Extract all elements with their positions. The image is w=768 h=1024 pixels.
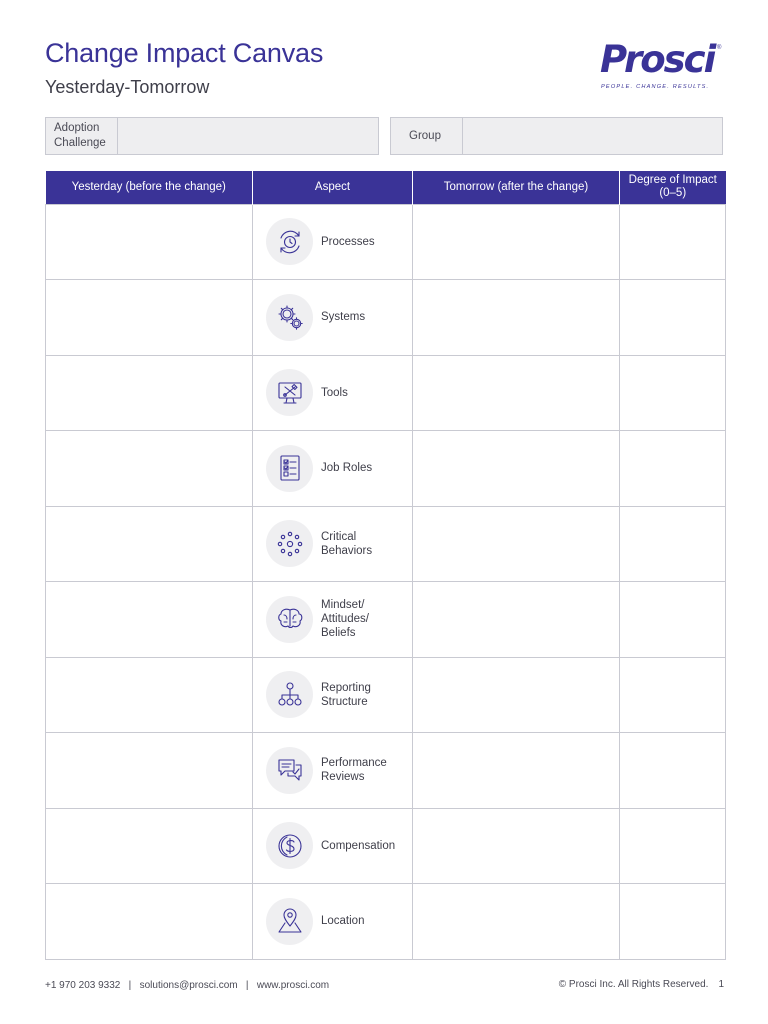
yesterday-cell-tools[interactable] (46, 355, 253, 431)
footer-copyright-block (559, 979, 724, 990)
tomorrow-cell-location[interactable] (413, 884, 620, 960)
aspect-cell-tools (253, 355, 413, 431)
group-field (390, 117, 723, 155)
change-impact-table (45, 171, 726, 960)
aspect-cell-job-roles (253, 431, 413, 507)
page-number: 1 (718, 979, 724, 990)
table-row (46, 582, 726, 658)
checklist-icon (266, 445, 313, 492)
monitor-tools-icon (266, 369, 313, 416)
table-row (46, 657, 726, 733)
impact-cell-compensation[interactable] (620, 808, 726, 884)
tomorrow-cell-critical-behaviors[interactable] (413, 506, 620, 582)
yesterday-cell-reporting-structure[interactable] (46, 657, 253, 733)
prosci-logo (598, 38, 726, 96)
dollar-icon (266, 822, 313, 869)
yesterday-cell-critical-behaviors[interactable] (46, 506, 253, 582)
impact-cell-reporting-structure[interactable] (620, 657, 726, 733)
tomorrow-cell-systems[interactable] (413, 280, 620, 356)
aspect-label: Tools (321, 386, 348, 399)
aspect-label: Reporting Structure (321, 681, 371, 708)
brain-icon (266, 596, 313, 643)
yesterday-cell-systems[interactable] (46, 280, 253, 356)
footer-copyright: © Prosci Inc. All Rights Reserved. (558, 979, 709, 990)
aspect-cell-mindset-attitudes-beliefs (253, 582, 413, 658)
aspect-label: Systems (321, 311, 366, 324)
aspect-label: Job Roles (321, 462, 373, 475)
logo-tagline: PEOPLE. CHANGE. RESULTS. (601, 84, 710, 90)
aspect-label: Processes (321, 235, 375, 248)
impact-cell-job-roles[interactable] (620, 431, 726, 507)
yesterday-cell-location[interactable] (46, 884, 253, 960)
aspect-label: Mindset/ Attitudes/ Beliefs (321, 599, 369, 640)
table-row (46, 733, 726, 809)
aspect-cell-compensation (253, 808, 413, 884)
header-degree-of-impact: Degree of Impact (0–5) (620, 171, 726, 204)
table-row (46, 355, 726, 431)
map-pin-icon (266, 898, 313, 945)
yesterday-cell-job-roles[interactable] (46, 431, 253, 507)
aspect-label: Critical Behaviors (321, 530, 373, 557)
impact-cell-mindset-attitudes-beliefs[interactable] (620, 582, 726, 658)
impact-cell-critical-behaviors[interactable] (620, 506, 726, 582)
adoption-challenge-label: Adoption Challenge (46, 118, 118, 154)
tomorrow-cell-compensation[interactable] (413, 808, 620, 884)
logo-wordmark: Prosci (600, 38, 715, 81)
table-row (46, 884, 726, 960)
yesterday-cell-performance-reviews[interactable] (46, 733, 253, 809)
adoption-challenge-field (45, 117, 379, 155)
yesterday-cell-mindset-attitudes-beliefs[interactable] (46, 582, 253, 658)
aspect-label: Performance Reviews (321, 757, 387, 784)
aspect-cell-systems (253, 280, 413, 356)
table-row (46, 280, 726, 356)
aspect-label: Compensation (321, 839, 396, 852)
aspect-cell-performance-reviews (253, 733, 413, 809)
table-row (46, 431, 726, 507)
tomorrow-cell-performance-reviews[interactable] (413, 733, 620, 809)
impact-cell-location[interactable] (620, 884, 726, 960)
tomorrow-cell-mindset-attitudes-beliefs[interactable] (413, 582, 620, 658)
group-input[interactable] (463, 118, 722, 154)
aspect-label: Location (321, 915, 365, 928)
impact-cell-systems[interactable] (620, 280, 726, 356)
table-row (46, 808, 726, 884)
tomorrow-cell-tools[interactable] (413, 355, 620, 431)
cycle-clock-icon (266, 218, 313, 265)
chat-review-icon (266, 747, 313, 794)
impact-cell-tools[interactable] (620, 355, 726, 431)
page-title: Change Impact Canvas (45, 38, 324, 68)
page-subtitle: Yesterday-Tomorrow (45, 77, 210, 97)
tomorrow-cell-reporting-structure[interactable] (413, 657, 620, 733)
impact-cell-performance-reviews[interactable] (620, 733, 726, 809)
footer-contact: +1 970 203 9332 | solutions@prosci.com | www.prosci.com (45, 980, 330, 991)
org-chart-icon (266, 671, 313, 718)
group-label: Group (391, 118, 463, 154)
aspect-cell-reporting-structure (253, 657, 413, 733)
adoption-challenge-input[interactable] (118, 118, 378, 154)
yesterday-cell-compensation[interactable] (46, 808, 253, 884)
gears-icon (266, 294, 313, 341)
logo-registered-mark: ® (717, 45, 722, 51)
aspect-cell-processes (253, 204, 413, 280)
table-header-row (46, 171, 726, 204)
header-aspect: Aspect (253, 171, 413, 204)
tomorrow-cell-processes[interactable] (413, 204, 620, 280)
aspect-cell-critical-behaviors (253, 506, 413, 582)
table-row (46, 204, 726, 280)
header-yesterday: Yesterday (before the change) (46, 171, 253, 204)
tomorrow-cell-job-roles[interactable] (413, 431, 620, 507)
header-tomorrow: Tomorrow (after the change) (413, 171, 620, 204)
table-row (46, 506, 726, 582)
aspect-cell-location (253, 884, 413, 960)
dots-circle-icon (266, 520, 313, 567)
impact-cell-processes[interactable] (620, 204, 726, 280)
yesterday-cell-processes[interactable] (46, 204, 253, 280)
